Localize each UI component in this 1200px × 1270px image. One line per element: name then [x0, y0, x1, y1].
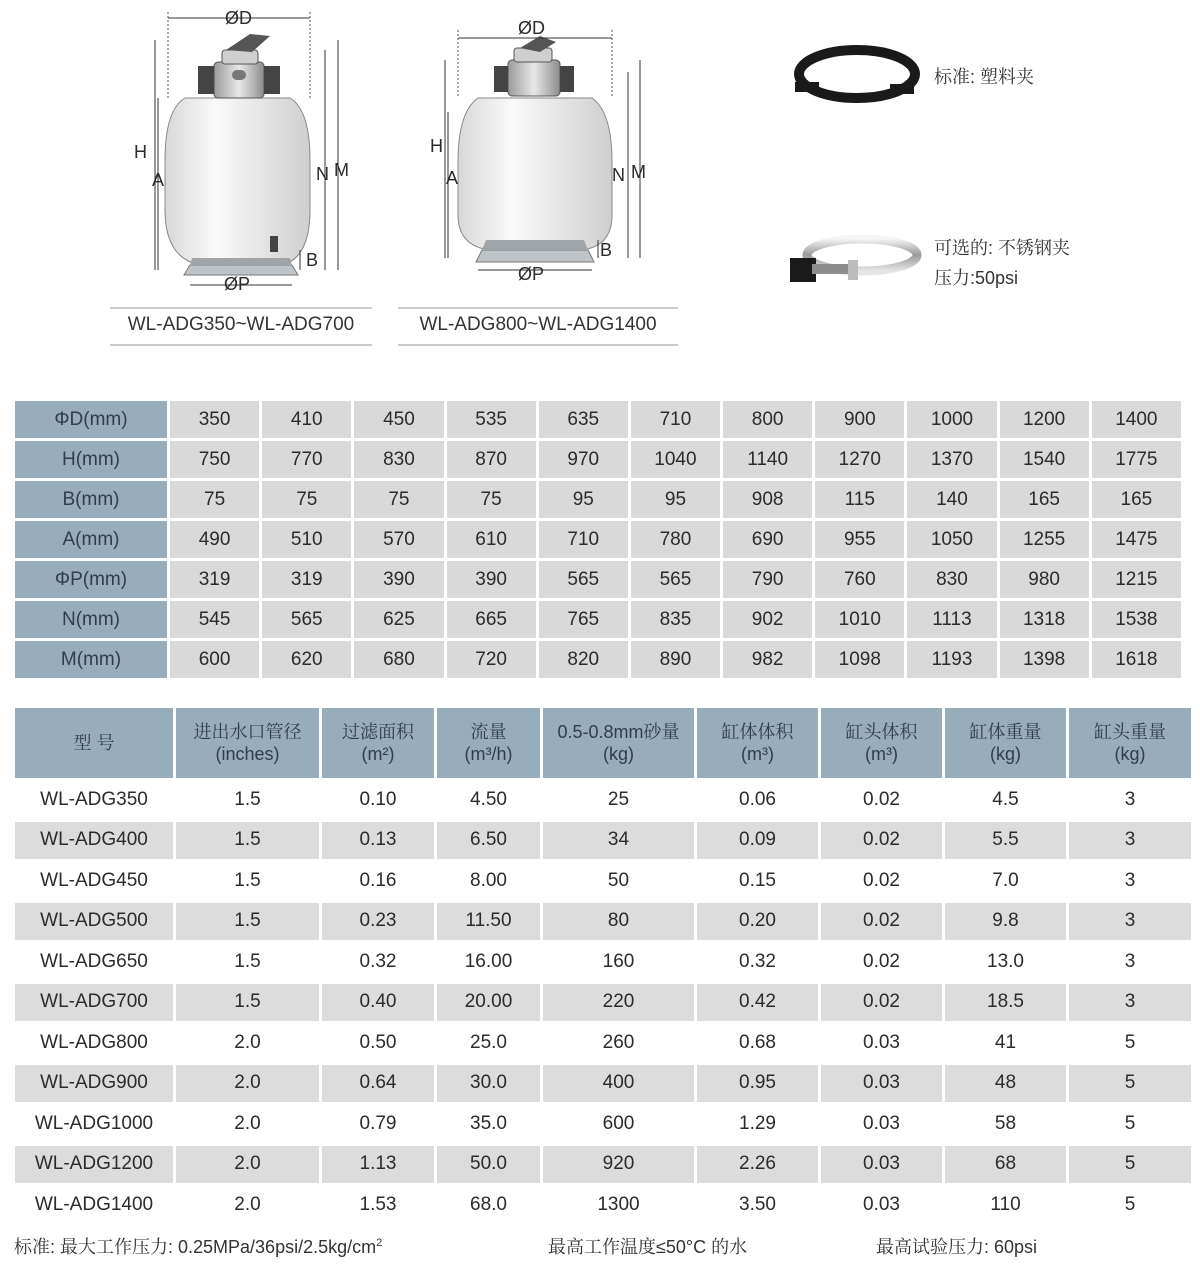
spec-cell: 0.02 [821, 822, 942, 860]
dimension-cell: 830 [354, 441, 443, 478]
spec-cell: 34 [543, 822, 694, 860]
spec-header-unit: (inches) [215, 744, 280, 764]
dimension-row-label: H(mm) [15, 441, 167, 478]
footnote-max-pressure-text: 标准: 最大工作压力: 0.25MPa/36psi/2.5kg/cm [14, 1237, 377, 1257]
dimension-row-label: ΦD(mm) [15, 401, 167, 438]
dimension-cell: 570 [354, 521, 443, 558]
dimension-cell: 410 [262, 401, 351, 438]
dimension-cell: 1140 [723, 441, 812, 478]
dimension-row-label: M(mm) [15, 641, 167, 678]
dimension-cell: 955 [815, 521, 904, 558]
spec-header-title: 缸体重量 [969, 722, 1042, 742]
spec-cell: 0.02 [821, 984, 942, 1022]
dimension-cell: 665 [447, 601, 536, 638]
spec-row [15, 1186, 1191, 1224]
spec-cell: 1.13 [322, 1146, 434, 1184]
dim-label-n-2: N [612, 165, 625, 185]
dim-label-m-1: M [334, 160, 349, 180]
dim-label-p-2: ØP [518, 264, 545, 284]
dimension-cell: 835 [631, 601, 720, 638]
dimension-row-label: B(mm) [15, 481, 167, 518]
spec-header-cell [697, 708, 818, 778]
spec-cell: 400 [543, 1065, 694, 1103]
spec-cell: 600 [543, 1105, 694, 1143]
dimension-cell: 710 [539, 521, 628, 558]
spec-cell: 3 [1069, 903, 1191, 941]
spec-cell: 110 [945, 1186, 1066, 1224]
dimension-cell: 1215 [1092, 561, 1181, 598]
dimension-cell: 908 [723, 481, 812, 518]
dimension-cell: 1010 [815, 601, 904, 638]
spec-model-cell: WL-ADG500 [15, 903, 173, 941]
spec-model-cell: WL-ADG900 [15, 1065, 173, 1103]
spec-header-cell [322, 708, 434, 778]
spec-header-cell [15, 708, 173, 778]
spec-cell: 25 [543, 781, 694, 819]
model-caption-2: WL-ADG800~WL-ADG1400 [419, 314, 657, 335]
spec-header-cell [176, 708, 319, 778]
spec-cell: 9.8 [945, 903, 1066, 941]
dimension-cell: 1098 [815, 641, 904, 678]
spec-cell: 0.40 [322, 984, 434, 1022]
spec-cell: 0.50 [322, 1024, 434, 1062]
dimension-cell: 115 [815, 481, 904, 518]
spec-cell: 5 [1069, 1105, 1191, 1143]
dimension-cell: 690 [723, 521, 812, 558]
spec-cell: 2.26 [697, 1146, 818, 1184]
spec-cell: 1.5 [176, 903, 319, 941]
dimension-cell: 75 [447, 481, 536, 518]
spec-cell: 35.0 [437, 1105, 540, 1143]
spec-cell: 0.32 [697, 943, 818, 981]
spec-cell: 5 [1069, 1186, 1191, 1224]
spec-header-title: 0.5-0.8mm砂量 [557, 722, 680, 742]
spec-cell: 0.02 [821, 862, 942, 900]
dimension-cell: 510 [262, 521, 351, 558]
dimension-cell: 390 [354, 561, 443, 598]
spec-row [15, 1065, 1191, 1103]
dimension-cell: 1255 [1000, 521, 1089, 558]
dimension-cell: 710 [631, 401, 720, 438]
dimension-cell: 75 [354, 481, 443, 518]
dim-label-b-1: B [306, 250, 319, 270]
dimension-cell: 1000 [907, 401, 996, 438]
spec-cell: 0.42 [697, 984, 818, 1022]
spec-cell: 3.50 [697, 1186, 818, 1224]
dimension-cell: 902 [723, 601, 812, 638]
dimension-cell: 890 [631, 641, 720, 678]
spec-cell: 0.03 [821, 1186, 942, 1224]
dimension-cell: 720 [447, 641, 536, 678]
spec-cell: 0.03 [821, 1105, 942, 1143]
dimension-cell: 319 [262, 561, 351, 598]
dim-label-n-1: N [316, 164, 329, 184]
dimension-row [15, 641, 1181, 678]
dimension-cell: 319 [170, 561, 259, 598]
dimension-cell: 140 [907, 481, 996, 518]
spec-cell: 68.0 [437, 1186, 540, 1224]
dim-label-h-2: H [430, 136, 443, 156]
spec-cell: 0.64 [322, 1065, 434, 1103]
spec-cell: 2.0 [176, 1186, 319, 1224]
spec-cell: 0.09 [697, 822, 818, 860]
spec-cell: 20.00 [437, 984, 540, 1022]
dimension-cell: 790 [723, 561, 812, 598]
filter-drawing-2 [445, 30, 640, 270]
spec-cell: 1.5 [176, 984, 319, 1022]
dimension-cell: 1540 [1000, 441, 1089, 478]
dimension-cell: 870 [447, 441, 536, 478]
spec-cell: 0.32 [322, 943, 434, 981]
spec-cell: 0.23 [322, 903, 434, 941]
spec-cell: 5 [1069, 1146, 1191, 1184]
spec-cell: 50.0 [437, 1146, 540, 1184]
spec-cell: 920 [543, 1146, 694, 1184]
dimension-cell: 1040 [631, 441, 720, 478]
spec-header-title: 缸体体积 [721, 722, 794, 742]
dimension-cell: 95 [539, 481, 628, 518]
spec-cell: 0.10 [322, 781, 434, 819]
dimension-cell: 1398 [1000, 641, 1089, 678]
dimension-cell: 75 [170, 481, 259, 518]
dimension-row [15, 441, 1181, 478]
dimension-cell: 980 [1000, 561, 1089, 598]
spec-header-cell [543, 708, 694, 778]
spec-cell: 0.68 [697, 1024, 818, 1062]
dimension-cell: 610 [447, 521, 536, 558]
plastic-clamp-image [795, 50, 915, 98]
filter-drawings [0, 0, 1200, 360]
spec-cell: 160 [543, 943, 694, 981]
spec-cell: 1.5 [176, 781, 319, 819]
spec-header-unit: (m²) [361, 744, 395, 764]
spec-cell: 30.0 [437, 1065, 540, 1103]
dimension-cell: 390 [447, 561, 536, 598]
dimension-cell: 1113 [907, 601, 996, 638]
dimension-cell: 1200 [1000, 401, 1089, 438]
dimension-cell: 765 [539, 601, 628, 638]
dimension-cell: 545 [170, 601, 259, 638]
dimension-cell: 820 [539, 641, 628, 678]
spec-cell: 1.5 [176, 862, 319, 900]
dimension-cell: 760 [815, 561, 904, 598]
dimension-cell: 1193 [907, 641, 996, 678]
dimension-cell: 750 [170, 441, 259, 478]
dimension-cell: 1618 [1092, 641, 1181, 678]
dimension-cell: 680 [354, 641, 443, 678]
spec-row [15, 822, 1191, 860]
spec-header-title: 过滤面积 [342, 722, 414, 742]
dimension-cell: 1370 [907, 441, 996, 478]
spec-cell: 0.95 [697, 1065, 818, 1103]
spec-header-title: 型 号 [73, 733, 115, 753]
spec-cell: 0.79 [322, 1105, 434, 1143]
dimension-cell: 625 [354, 601, 443, 638]
dimension-row-label: A(mm) [15, 521, 167, 558]
steel-clamp-label: 可选的: 不锈钢夹 [934, 238, 1071, 258]
dim-label-a-2: A [446, 168, 459, 188]
dimension-cell: 1538 [1092, 601, 1181, 638]
spec-cell: 8.00 [437, 862, 540, 900]
spec-model-cell: WL-ADG700 [15, 984, 173, 1022]
spec-cell: 48 [945, 1065, 1066, 1103]
dimension-row-label: N(mm) [15, 601, 167, 638]
spec-model-cell: WL-ADG800 [15, 1024, 173, 1062]
spec-header-title: 缸头体积 [845, 722, 918, 742]
dimension-cell: 900 [815, 401, 904, 438]
spec-cell: 0.02 [821, 781, 942, 819]
spec-cell: 260 [543, 1024, 694, 1062]
dimension-row [15, 601, 1181, 638]
spec-row [15, 1105, 1191, 1143]
spec-model-cell: WL-ADG650 [15, 943, 173, 981]
dimension-cell: 165 [1000, 481, 1089, 518]
spec-cell: 0.02 [821, 943, 942, 981]
spec-row [15, 781, 1191, 819]
dimension-cell: 490 [170, 521, 259, 558]
dimension-cell: 800 [723, 401, 812, 438]
spec-header-cell [1069, 708, 1191, 778]
spec-header-title: 流量 [470, 722, 507, 742]
spec-cell: 1.53 [322, 1186, 434, 1224]
dimension-row [15, 481, 1181, 518]
dimension-cell: 635 [539, 401, 628, 438]
dim-label-p-1: ØP [224, 274, 251, 294]
dimension-cell: 970 [539, 441, 628, 478]
spec-model-cell: WL-ADG450 [15, 862, 173, 900]
spec-cell: 18.5 [945, 984, 1066, 1022]
dim-label-b-2: B [600, 240, 613, 260]
plastic-clamp-label: 标准: 塑料夹 [934, 67, 1035, 87]
spec-cell: 5 [1069, 1065, 1191, 1103]
spec-header-unit: (m³) [865, 744, 898, 764]
spec-model-cell: WL-ADG1000 [15, 1105, 173, 1143]
spec-cell: 2.0 [176, 1105, 319, 1143]
spec-cell: 3 [1069, 984, 1191, 1022]
spec-cell: 3 [1069, 822, 1191, 860]
dimension-cell: 620 [262, 641, 351, 678]
spec-cell: 68 [945, 1146, 1066, 1184]
dim-label-h-1: H [134, 142, 147, 162]
spec-row [15, 862, 1191, 900]
spec-cell: 0.03 [821, 1024, 942, 1062]
dimension-cell: 1050 [907, 521, 996, 558]
dimension-cell: 982 [723, 641, 812, 678]
spec-cell: 3 [1069, 943, 1191, 981]
dimension-cell: 1400 [1092, 401, 1181, 438]
spec-header-cell [821, 708, 942, 778]
dimension-cell: 770 [262, 441, 351, 478]
dimension-row [15, 401, 1181, 438]
dimension-row-label: ΦP(mm) [15, 561, 167, 598]
spec-header-unit: (kg) [990, 744, 1021, 764]
spec-cell: 1.29 [697, 1105, 818, 1143]
spec-cell: 2.0 [176, 1146, 319, 1184]
spec-cell: 0.16 [322, 862, 434, 900]
spec-cell: 220 [543, 984, 694, 1022]
dimension-table [12, 398, 1184, 681]
spec-cell: 0.15 [697, 862, 818, 900]
spec-cell: 1.5 [176, 822, 319, 860]
spec-header-cell [437, 708, 540, 778]
spec-cell: 0.13 [322, 822, 434, 860]
spec-cell: 2.0 [176, 1065, 319, 1103]
spec-cell: 4.5 [945, 781, 1066, 819]
spec-cell: 50 [543, 862, 694, 900]
footnote-superscript: 2 [376, 1237, 383, 1249]
spec-cell: 7.0 [945, 862, 1066, 900]
spec-model-cell: WL-ADG1200 [15, 1146, 173, 1184]
spec-cell: 80 [543, 903, 694, 941]
pressure-label: 压力:50psi [934, 268, 1019, 288]
dim-label-m-2: M [631, 162, 646, 182]
spec-cell: 1.5 [176, 943, 319, 981]
spec-cell: 0.03 [821, 1065, 942, 1103]
dimension-cell: 600 [170, 641, 259, 678]
dimension-row [15, 521, 1181, 558]
dim-label-d-2: ØD [518, 18, 545, 38]
spec-cell: 1300 [543, 1186, 694, 1224]
spec-model-cell: WL-ADG400 [15, 822, 173, 860]
spec-header-title: 缸头重量 [1094, 722, 1166, 742]
spec-cell: 0.03 [821, 1146, 942, 1184]
spec-cell: 3 [1069, 781, 1191, 819]
dimension-cell: 1318 [1000, 601, 1089, 638]
spec-row [15, 1146, 1191, 1184]
spec-header-cell [945, 708, 1066, 778]
spec-cell: 4.50 [437, 781, 540, 819]
spec-model-cell: WL-ADG1400 [15, 1186, 173, 1224]
spec-cell: 58 [945, 1105, 1066, 1143]
dimension-cell: 830 [907, 561, 996, 598]
dimension-cell: 75 [262, 481, 351, 518]
dim-label-d-1: ØD [225, 8, 252, 28]
spec-row [15, 903, 1191, 941]
spec-header-title: 进出水口管径 [193, 722, 302, 742]
dimension-cell: 565 [631, 561, 720, 598]
footnote-max-pressure [14, 1233, 382, 1259]
dimension-cell: 350 [170, 401, 259, 438]
spec-cell: 13.0 [945, 943, 1066, 981]
spec-row [15, 984, 1191, 1022]
spec-cell: 25.0 [437, 1024, 540, 1062]
spec-cell: 11.50 [437, 903, 540, 941]
spec-header-unit: (m³/h) [464, 744, 513, 764]
dimension-cell: 565 [262, 601, 351, 638]
dimension-cell: 1270 [815, 441, 904, 478]
dimension-cell: 1775 [1092, 441, 1181, 478]
footnote-test-pressure: 最高试验压力: 60psi [876, 1237, 1038, 1257]
spec-cell: 3 [1069, 862, 1191, 900]
spec-header-unit: (kg) [1114, 744, 1146, 764]
dimension-row [15, 561, 1181, 598]
dimension-cell: 450 [354, 401, 443, 438]
spec-cell: 0.20 [697, 903, 818, 941]
dimension-cell: 535 [447, 401, 536, 438]
dimension-cell: 780 [631, 521, 720, 558]
spec-cell: 41 [945, 1024, 1066, 1062]
spec-row [15, 943, 1191, 981]
model-caption-1: WL-ADG350~WL-ADG700 [127, 314, 355, 335]
footnote-temperature: 最高工作温度≤50°C 的水 [548, 1237, 748, 1257]
dimension-cell: 565 [539, 561, 628, 598]
spec-header-unit: (m³) [741, 744, 774, 764]
spec-row [15, 1024, 1191, 1062]
spec-cell: 16.00 [437, 943, 540, 981]
dimension-cell: 1475 [1092, 521, 1181, 558]
dim-label-a-1: A [152, 170, 165, 190]
spec-cell: 2.0 [176, 1024, 319, 1062]
spec-header-unit: (kg) [603, 744, 634, 764]
product-diagrams [0, 0, 1200, 360]
dimension-cell: 95 [631, 481, 720, 518]
spec-cell: 0.02 [821, 903, 942, 941]
spec-model-cell: WL-ADG350 [15, 781, 173, 819]
dimension-cell: 165 [1092, 481, 1181, 518]
filter-drawing-1 [155, 12, 338, 285]
spec-cell: 5 [1069, 1024, 1191, 1062]
spec-table [12, 705, 1194, 1227]
steel-clamp-image [790, 239, 917, 282]
spec-cell: 5.5 [945, 822, 1066, 860]
spec-cell: 6.50 [437, 822, 540, 860]
spec-cell: 0.06 [697, 781, 818, 819]
